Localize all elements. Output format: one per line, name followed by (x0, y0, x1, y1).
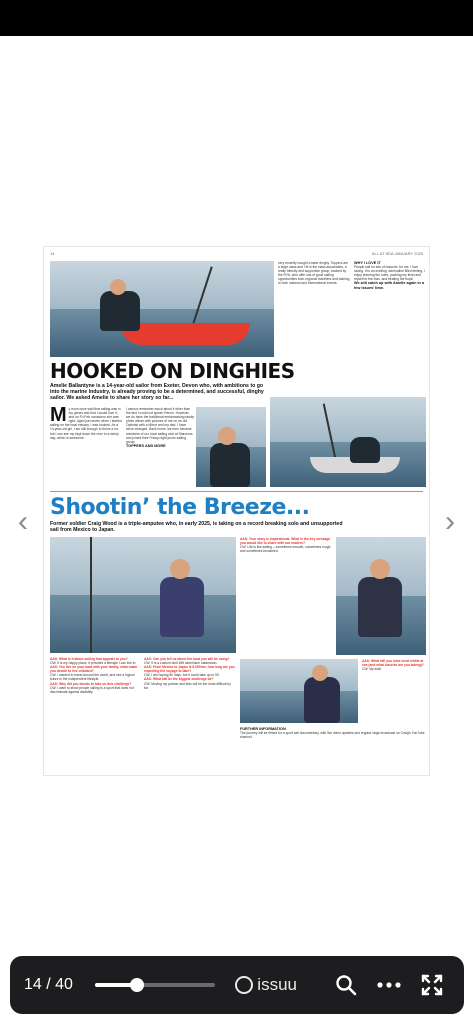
dinghy-photo (50, 261, 274, 357)
article1-subhead: TOPPERS AND MORE (126, 443, 166, 448)
next-page-button[interactable] (435, 504, 465, 540)
article-divider (50, 491, 423, 492)
catamaran-photo (50, 537, 236, 653)
chevron-left-icon: ‹ (18, 505, 28, 538)
reader-viewport[interactable] (0, 36, 473, 1024)
article2-qa-column-1: AAS: What is it about sailing that appeals to you? CW: It is my happy place; it provides a lifestyle I can live in. AAS: You live on your boat with your family; what made you decide to live onboard? CW: I wanted to travel around the world, and see a logical future in the independent lifestyle. AAS: Why did you decide to take on this challenge? CW: I want to show people sailing is a sport that does not discriminate against disability. (50, 657, 138, 694)
more-icon (377, 981, 401, 989)
racing-dinghy-photo (270, 397, 426, 487)
article1-column-1: M y mum once said that sailing was in my genes and that I would love it, and on Fri Feb occasions she was right. Aged just seven when I started sailing on the local estuary, I was hooked. As a 14-year-old girl, I am still enough to thrive a lot, but I can see my kept down the river to a windy day, which is awesome. (50, 407, 122, 440)
previous-page-button[interactable] (8, 504, 38, 540)
issuu-logo[interactable] (235, 975, 320, 995)
page-header (50, 251, 423, 259)
page-header-title: ALL AT SEA JANUARY 2025 (371, 251, 423, 256)
article1-column-3: very recently bought a laser dinghy. Toppers are a large class and I fit in the class association, a really friendly and supportive group, backed by the RYA, who offer lots of good sailing opportunities from regional travellers and training to both national and international events. (278, 261, 350, 286)
chevron-right-icon: › (445, 505, 455, 538)
article1-closing: We will catch up with Amelie again in a few issues' time. (354, 281, 425, 290)
page-counter: 14 / 40 (24, 976, 73, 993)
search-icon (335, 974, 357, 996)
further-information: FURTHER INFORMATION The journey will be filmed for a sport sail documentary, with live video updates and regular vlogs broadcast on Craig's YouTube channel. (240, 727, 425, 740)
magazine-page (43, 246, 430, 776)
craig-portrait-photo (336, 537, 426, 655)
page-slider[interactable] (95, 983, 215, 987)
more-options-button[interactable] (372, 966, 407, 1004)
fullscreen-button[interactable] (415, 966, 450, 1004)
fullscreen-icon (421, 974, 443, 996)
article2-dek: Former soldier Craig Wood is a triple-amputee who, in early 2025, is taking on a record breaking solo and unsupported sail from Mexico to Japan. (50, 521, 343, 534)
reader-toolbar (10, 956, 464, 1014)
article2-qa-column-4: AAS: What will you miss most whilst at sea (and what luxuries are you taking)? CW: My kids! (362, 659, 424, 672)
page-number: 14 (50, 251, 55, 256)
search-button[interactable] (328, 966, 363, 1004)
article2-headline: Shootin’ the Breeze... (50, 495, 310, 520)
brand-name: issuu (257, 975, 297, 994)
article2-qa-column-3: AAS: Your story is inspirational. What is the key message you would like to share with our readers? CW: Life is like sailing – sometimes smooth, sometimes rough and sometimes becalmed. (240, 537, 331, 554)
helm-photo (240, 659, 358, 723)
article2-qa-column-2: AAS: Can you tell us about the boat you will be using? CW: It is a custom built 45ft aluminium catamaran. AAS: From Mexico to Japan is 6,000nm; how long are you expecting the voyage to take? CW: I am hoping 60 days, but it could take up to 90. AAS: What will be the biggest challenge be? CW: Moving my partner and kids will be the most difficult by far. (144, 657, 235, 690)
article1-column-2: I cannot remember much about it other than the fact I could not speak French. However, we do have the traditional embarrassing family photo album with pictures of me on an old Optimist with a Mirror and my dad. I have since changed. Back home, we then became members of our local sailing club at Starcross and joined their Friday night junior sailing group. TOPPERS AND MORE (126, 407, 194, 448)
article1-column-4: WHY I LOVE IT People sail for lots of reasons: for me, I love racing. It is an exciting, adrenaline filled feeling. I enjoy learning the rules, pushing my level and myself to the max, and beating the boys! We will catch up with Amelie again in a few issues' time. (354, 261, 425, 290)
page-slider-handle[interactable] (130, 978, 144, 992)
article1-dek: Amelie Ballantyne is a 14-year-old sailor from Exeter, Devon who, with ambitions to go into the marine industry, is already proving to be a determined, and successful, dinghy sailor. We asked Amelie to share her story so far... (50, 383, 264, 402)
issuu-logo-icon (235, 976, 253, 994)
status-bar (0, 0, 473, 36)
sailor-portrait-photo (196, 407, 266, 487)
dropcap: M (50, 407, 67, 426)
article1-headline: HOOKED ON DINGHIES (50, 359, 295, 383)
